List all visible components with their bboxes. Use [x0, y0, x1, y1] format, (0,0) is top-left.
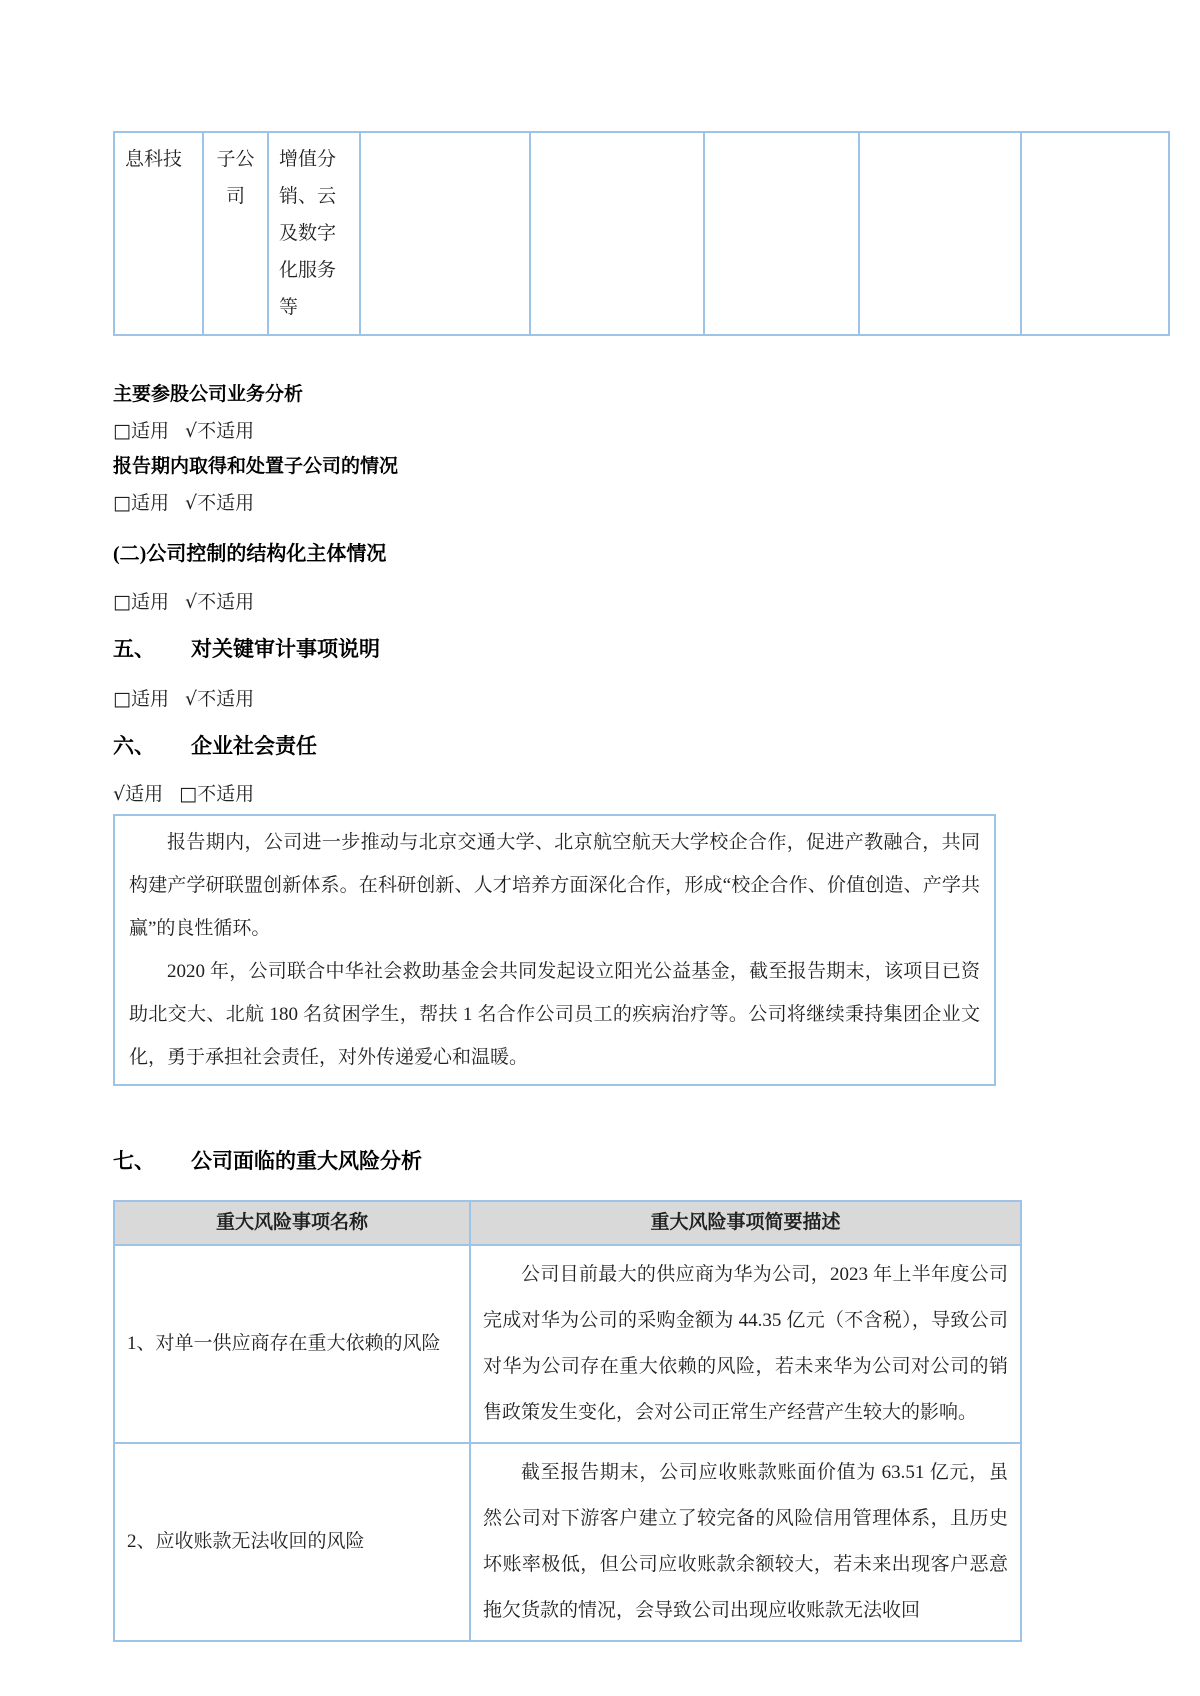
risk-description-header: 重大风险事项简要描述: [470, 1201, 1021, 1245]
not-applicable-label: 不适用: [197, 493, 255, 514]
table-cell-company-type: 子公司: [203, 132, 268, 335]
csr-paragraph: 2020 年，公司联合中华社会救助基金会共同发起设立阳光公益基金，截至报告期末，该项目已资助北交大、北航 180 名贫困学生，帮扶 1 名合作公司员工的疾病治疗等。公司将继续秉持集团企业文化，勇于承担社会责任，对外传递爱心和温暖。: [129, 961, 980, 1068]
checkmark-icon: √: [184, 420, 198, 442]
table-cell-business-scope: 增值分销、云及数字化服务等: [268, 132, 360, 335]
checkbox-unchecked-icon: □: [113, 492, 131, 514]
heading-social-responsibility: [113, 731, 992, 761]
not-applicable-label: 不适用: [197, 421, 255, 442]
applicability-line: [113, 490, 992, 517]
heading-structured-entities: (二)公司控制的结构化主体情况: [113, 543, 387, 565]
applicable-label: 适用: [130, 493, 169, 514]
applicability-line: [113, 686, 992, 713]
subsidiary-table-fragment: [113, 131, 1170, 336]
applicable-label: 适用: [130, 689, 169, 710]
table-cell-empty: [530, 132, 704, 335]
risk-description-cell: [470, 1443, 1021, 1641]
checkbox-unchecked-icon: □: [113, 688, 131, 710]
table-row: [114, 1443, 1021, 1641]
heading-major-risk-analysis: [113, 1146, 992, 1176]
checkmark-icon: √: [184, 591, 198, 613]
applicability-line: [113, 781, 992, 808]
table-row: [114, 132, 1169, 335]
applicable-label: 适用: [130, 592, 169, 613]
section-number: 五、: [113, 637, 155, 661]
not-applicable-label: 不适用: [197, 784, 255, 805]
applicability-line: [113, 589, 992, 616]
checkbox-unchecked-icon: □: [113, 591, 131, 613]
risk-table: [113, 1200, 1022, 1642]
table-cell-empty: [859, 132, 1021, 335]
risk-table-header-row: [114, 1201, 1021, 1245]
risk-name-cell: 2、应收账款无法收回的风险: [114, 1443, 470, 1641]
table-cell-company-name: 息科技: [114, 132, 203, 335]
not-applicable-label: 不适用: [197, 689, 255, 710]
risk-description-text: 公司目前最大的供应商为华为公司，2023 年上半年度公司完成对华为公司的采购金额为 44.35 亿元（不含税），导致公司对华为公司存在重大依赖的风险，若未来华为公司对公司的销售政策发生变化，会对公司正常生产经营产生较大的影响。: [483, 1264, 1008, 1423]
csr-paragraph: 报告期内，公司进一步推动与北京交通大学、北京航空航天大学校企合作，促进产教融合，共同构建产学研联盟创新体系。在科研创新、人才培养方面深化合作，形成“校企合作、价值创造、产学共赢”的良性循环。: [129, 832, 980, 939]
section-title: 公司面临的重大风险分析: [191, 1149, 422, 1173]
section-title: 企业社会责任: [191, 734, 317, 758]
table-cell-empty: [1021, 132, 1169, 335]
social-responsibility-text-box: [113, 814, 996, 1086]
applicable-label: 适用: [125, 784, 164, 805]
applicable-label: 适用: [130, 421, 169, 442]
section-number: 六、: [113, 734, 155, 758]
risk-name-header: 重大风险事项名称: [114, 1201, 470, 1245]
checkbox-unchecked-icon: □: [179, 783, 198, 805]
not-applicable-label: 不适用: [197, 592, 255, 613]
section-title: 对关键审计事项说明: [191, 637, 380, 661]
heading-participation-analysis: 主要参股公司业务分析: [113, 384, 304, 405]
checkbox-unchecked-icon: □: [113, 420, 131, 442]
checkmark-icon: √: [184, 492, 198, 514]
checkmark-icon: √: [184, 688, 198, 710]
heading-subsidiary-acquisition: 报告期内取得和处置子公司的情况: [113, 456, 399, 477]
table-cell-empty: [704, 132, 859, 335]
page-content: [113, 131, 1008, 1642]
risk-name-cell: 1、对单一供应商存在重大依赖的风险: [114, 1245, 470, 1443]
risk-description-cell: [470, 1245, 1021, 1443]
table-row: [114, 1245, 1021, 1443]
checkmark-icon: √: [113, 783, 126, 805]
heading-key-audit-matters: [113, 634, 992, 664]
table-cell-empty: [360, 132, 530, 335]
section-number: 七、: [113, 1149, 155, 1173]
applicability-line: [113, 418, 992, 445]
risk-description-text: 截至报告期末，公司应收账款账面价值为 63.51 亿元，虽然公司对下游客户建立了较完备的风险信用管理体系，且历史坏账率极低，但公司应收账款余额较大，若未来出现客户恶意拖欠货款的情况，会导致公司出现应收账款无法收回: [483, 1462, 1008, 1621]
